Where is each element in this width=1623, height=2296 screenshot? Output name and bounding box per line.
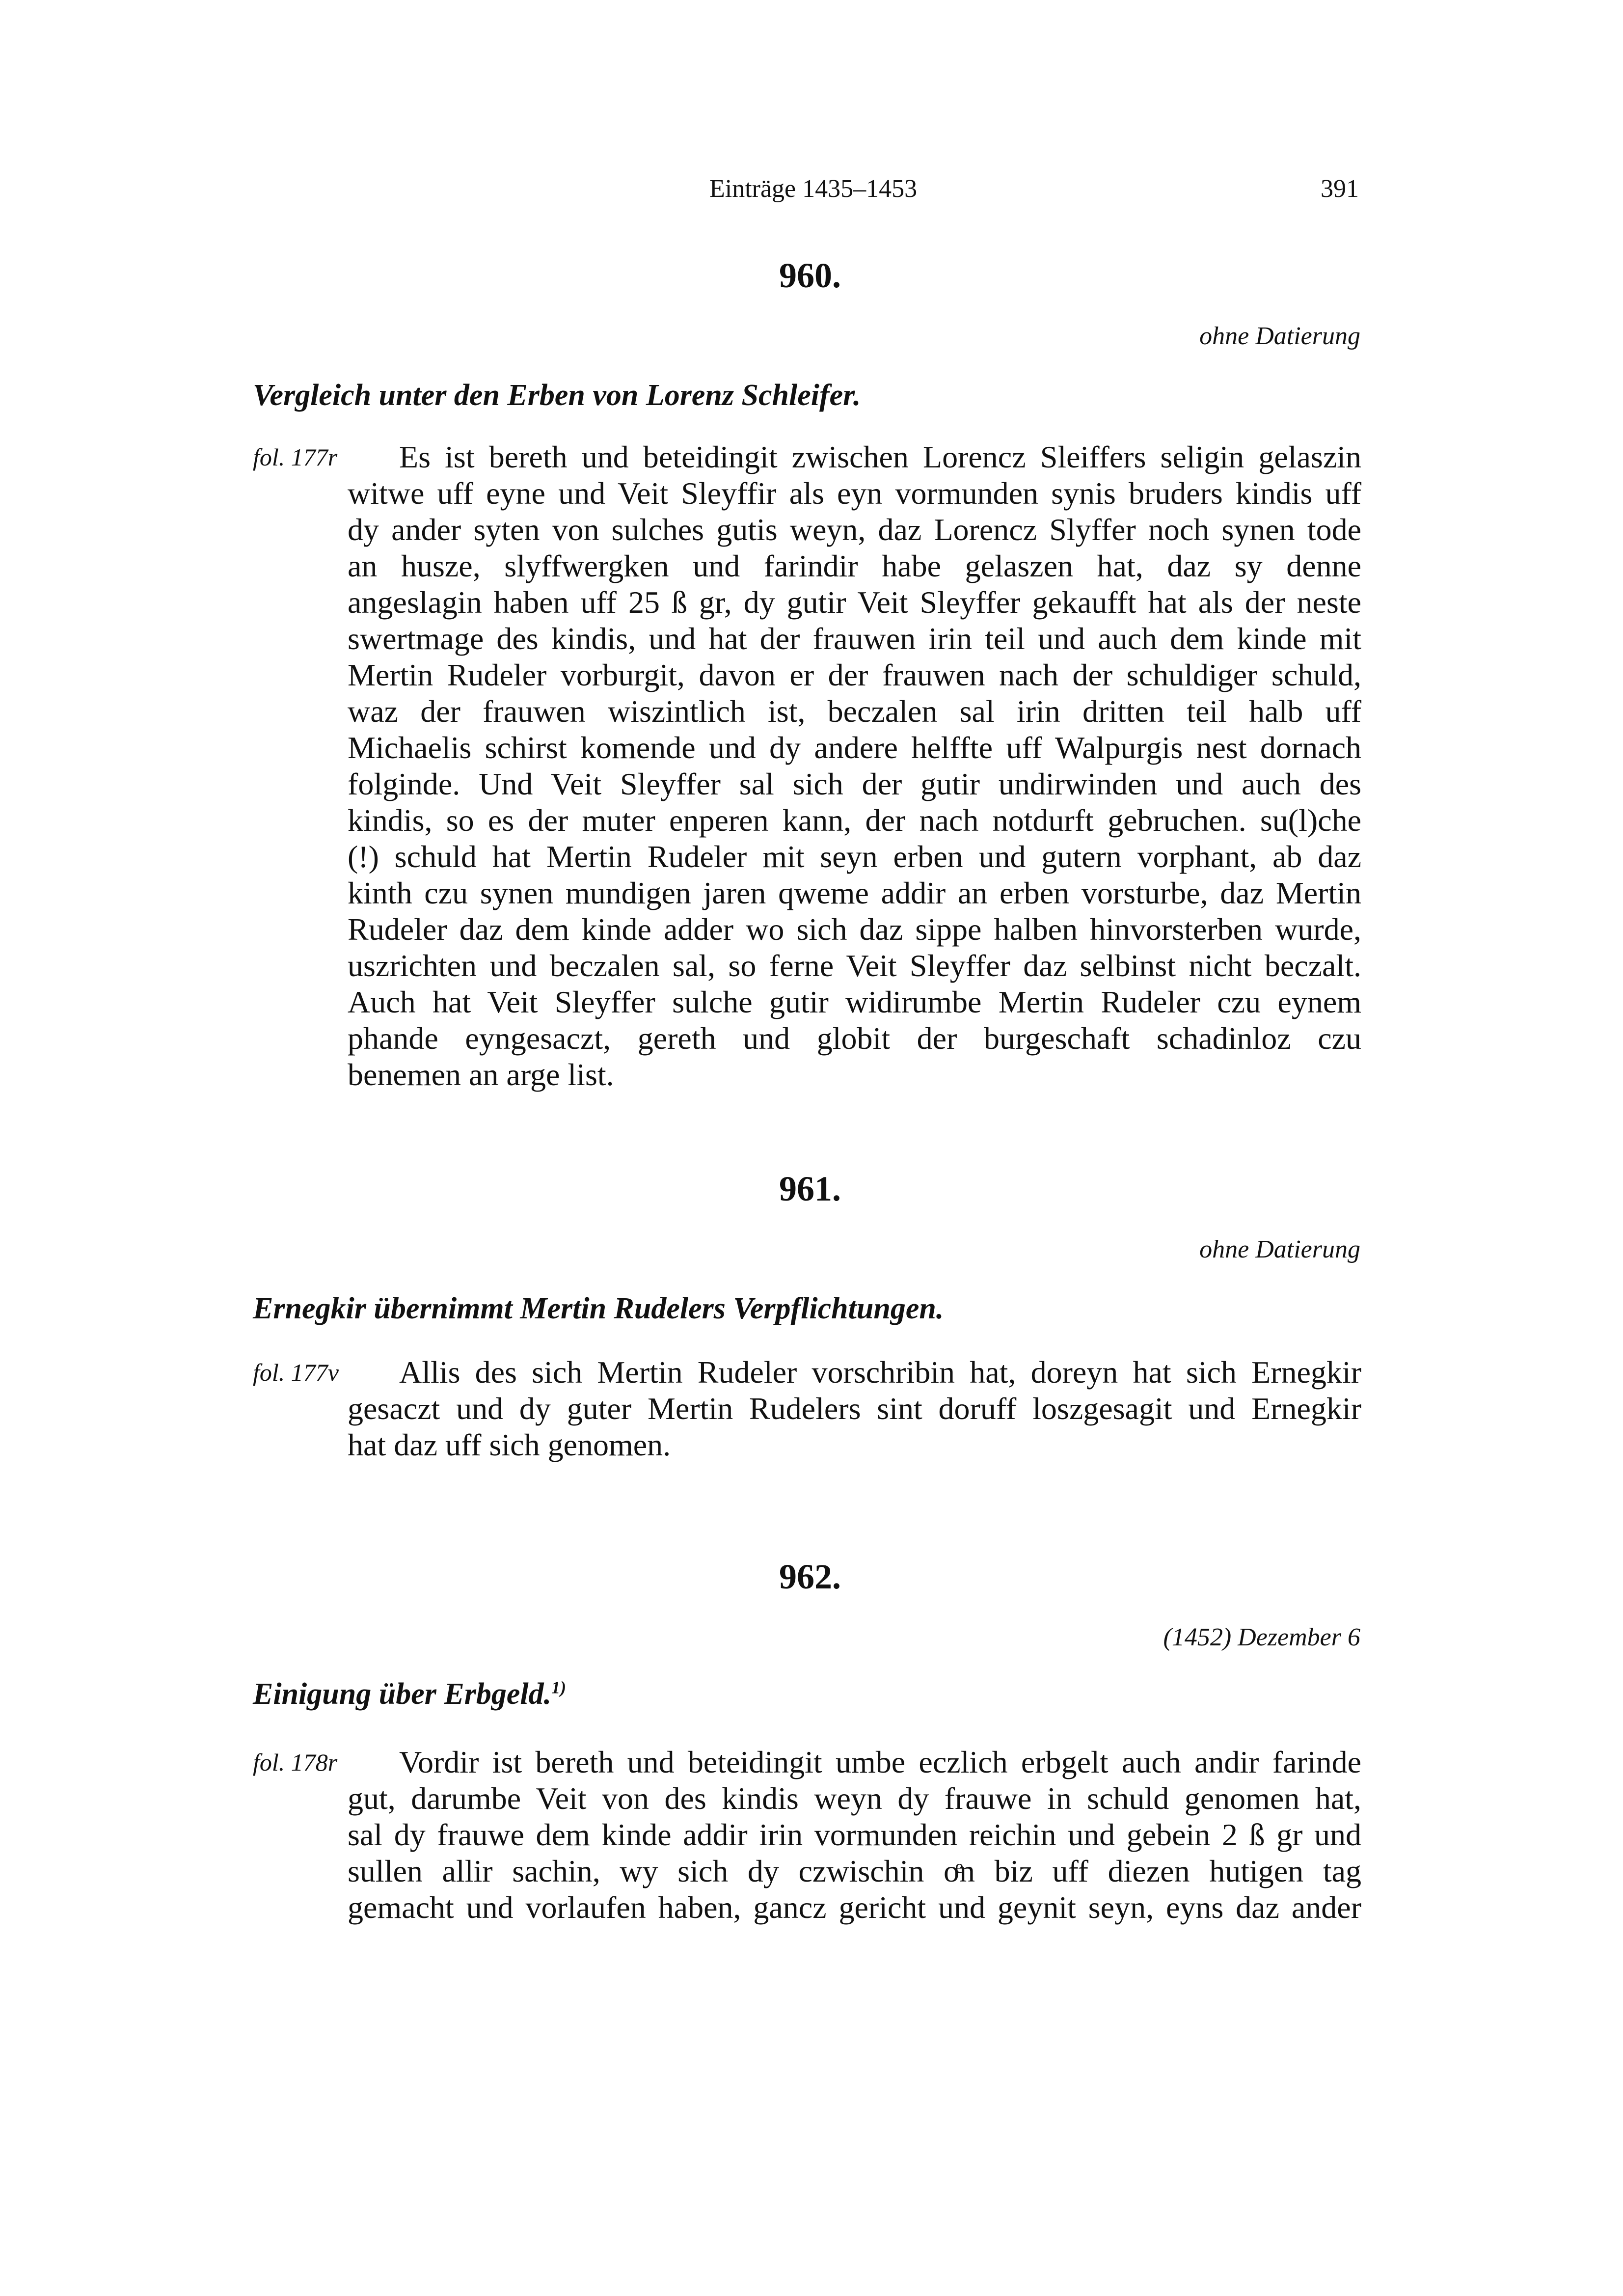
- text-line: Mertin Rudeler vorburgit, davon er der frauwen nach der schuldiger schuld,: [348, 657, 1361, 692]
- text-line: an husze, slyffwergken und farindir habe gelaszen hat, daz sy denne: [348, 548, 1361, 583]
- text-line: phande eyngesaczt, gereth und globit der burgeschaft schadinloz czu: [348, 1021, 1361, 1056]
- entry-heading-text: Einigung über Erbgeld.: [253, 1677, 552, 1711]
- text-line: sal dy frauwe dem kinde addir irin vormunden reichin und gebein 2 ß gr und: [348, 1817, 1361, 1852]
- text-line: Auch hat Veit Sleyffer sulche gutir widirumbe Mertin Rudeler czu eynem: [348, 984, 1361, 1019]
- entry-date: (1452) Dezember 6: [1163, 1623, 1360, 1651]
- folio-reference: fol. 177v: [253, 1359, 339, 1386]
- folio-reference: fol. 178r: [253, 1749, 338, 1776]
- text-line: kinth czu synen mundigen jaren qweme addir an erben vorsturbe, daz Mertin: [348, 875, 1361, 910]
- entry-heading: Vergleich unter den Erben von Lorenz Schleifer.: [253, 379, 861, 412]
- text-line: sullen allir sachin, wy sich dy czwischin oͤn biz uff diezen hutigen tag: [348, 1854, 1361, 1888]
- entry-text: [348, 1354, 1361, 1463]
- text-line: Rudeler daz dem kinde adder wo sich daz sippe halben hinvorsterben wurde,: [348, 912, 1361, 947]
- text-line: benemen an arge list.: [348, 1057, 614, 1092]
- text-line: gesaczt und dy guter Mertin Rudelers sint doruff loszgesagit und Ernegkir: [348, 1391, 1361, 1426]
- folio-reference: fol. 177r: [253, 443, 338, 471]
- running-title: Einträge 1435–1453: [709, 175, 918, 203]
- entry-number: 960.: [779, 256, 841, 295]
- running-head: [589, 174, 1375, 214]
- text-line: hat daz uff sich genomen.: [348, 1427, 671, 1462]
- entry-number: 961.: [779, 1169, 841, 1208]
- text-line: Allis des sich Mertin Rudeler vorschribin hat, doreyn hat sich Ernegkir: [399, 1355, 1361, 1390]
- text-line: angeslagin haben uff 25 ß gr, dy gutir Veit Sleyffer gekaufft hat als der neste: [348, 585, 1361, 620]
- entry-number: 962.: [779, 1557, 841, 1596]
- text-line: Michaelis schirst komende und dy andere helffte uff Walpurgis nest dornach: [348, 730, 1361, 765]
- text-line: (!) schuld hat Mertin Rudeler mit seyn erben und gutern vorphant, ab daz: [348, 839, 1361, 874]
- text-line: dy ander syten von sulches gutis weyn, daz Lorencz Slyffer noch synen tode: [348, 512, 1361, 547]
- text-line: gut, darumbe Veit von des kindis weyn dy frauwe in schuld genomen hat,: [348, 1781, 1361, 1816]
- entry-heading: [253, 1677, 566, 1712]
- text-line: kindis, so es der muter enperen kann, der nach notdurft gebruchen. su(l)che: [348, 803, 1361, 838]
- text-line: gemacht und vorlaufen haben, gancz gericht und geynit seyn, eyns daz ander: [348, 1890, 1361, 1925]
- text-line: witwe uff eyne und Veit Sleyffir als eyn vormunden synis bruders kindis uff: [348, 476, 1361, 511]
- entry-text: [348, 439, 1361, 1093]
- entry-date: ohne Datierung: [1199, 1235, 1360, 1263]
- footnote-reference: 1): [551, 1677, 567, 1697]
- entry-text: [348, 1744, 1361, 1926]
- text-line: uszrichten und beczalen sal, so ferne Veit Sleyffer daz selbinst nicht beczalt.: [348, 948, 1361, 983]
- text-line: swertmage des kindis, und hat der frauwen irin teil und auch dem kinde mit: [348, 621, 1361, 656]
- text-line: folginde. Und Veit Sleyffer sal sich der gutir undirwinden und auch des: [348, 766, 1361, 801]
- text-line: Vordir ist bereth und beteidingit umbe eczlich erbgelt auch andir farinde: [399, 1745, 1361, 1779]
- page-number: 391: [1321, 175, 1359, 203]
- entry-date: ohne Datierung: [1199, 322, 1360, 350]
- text-line: waz der frauwen wiszintlich ist, beczalen sal irin dritten teil halb uff: [348, 694, 1361, 729]
- entry-heading: Ernegkir übernimmt Mertin Rudelers Verpflichtungen.: [253, 1292, 944, 1325]
- text-line: Es ist bereth und beteidingit zwischen Lorencz Sleiffers seligin gelaszin: [399, 439, 1361, 474]
